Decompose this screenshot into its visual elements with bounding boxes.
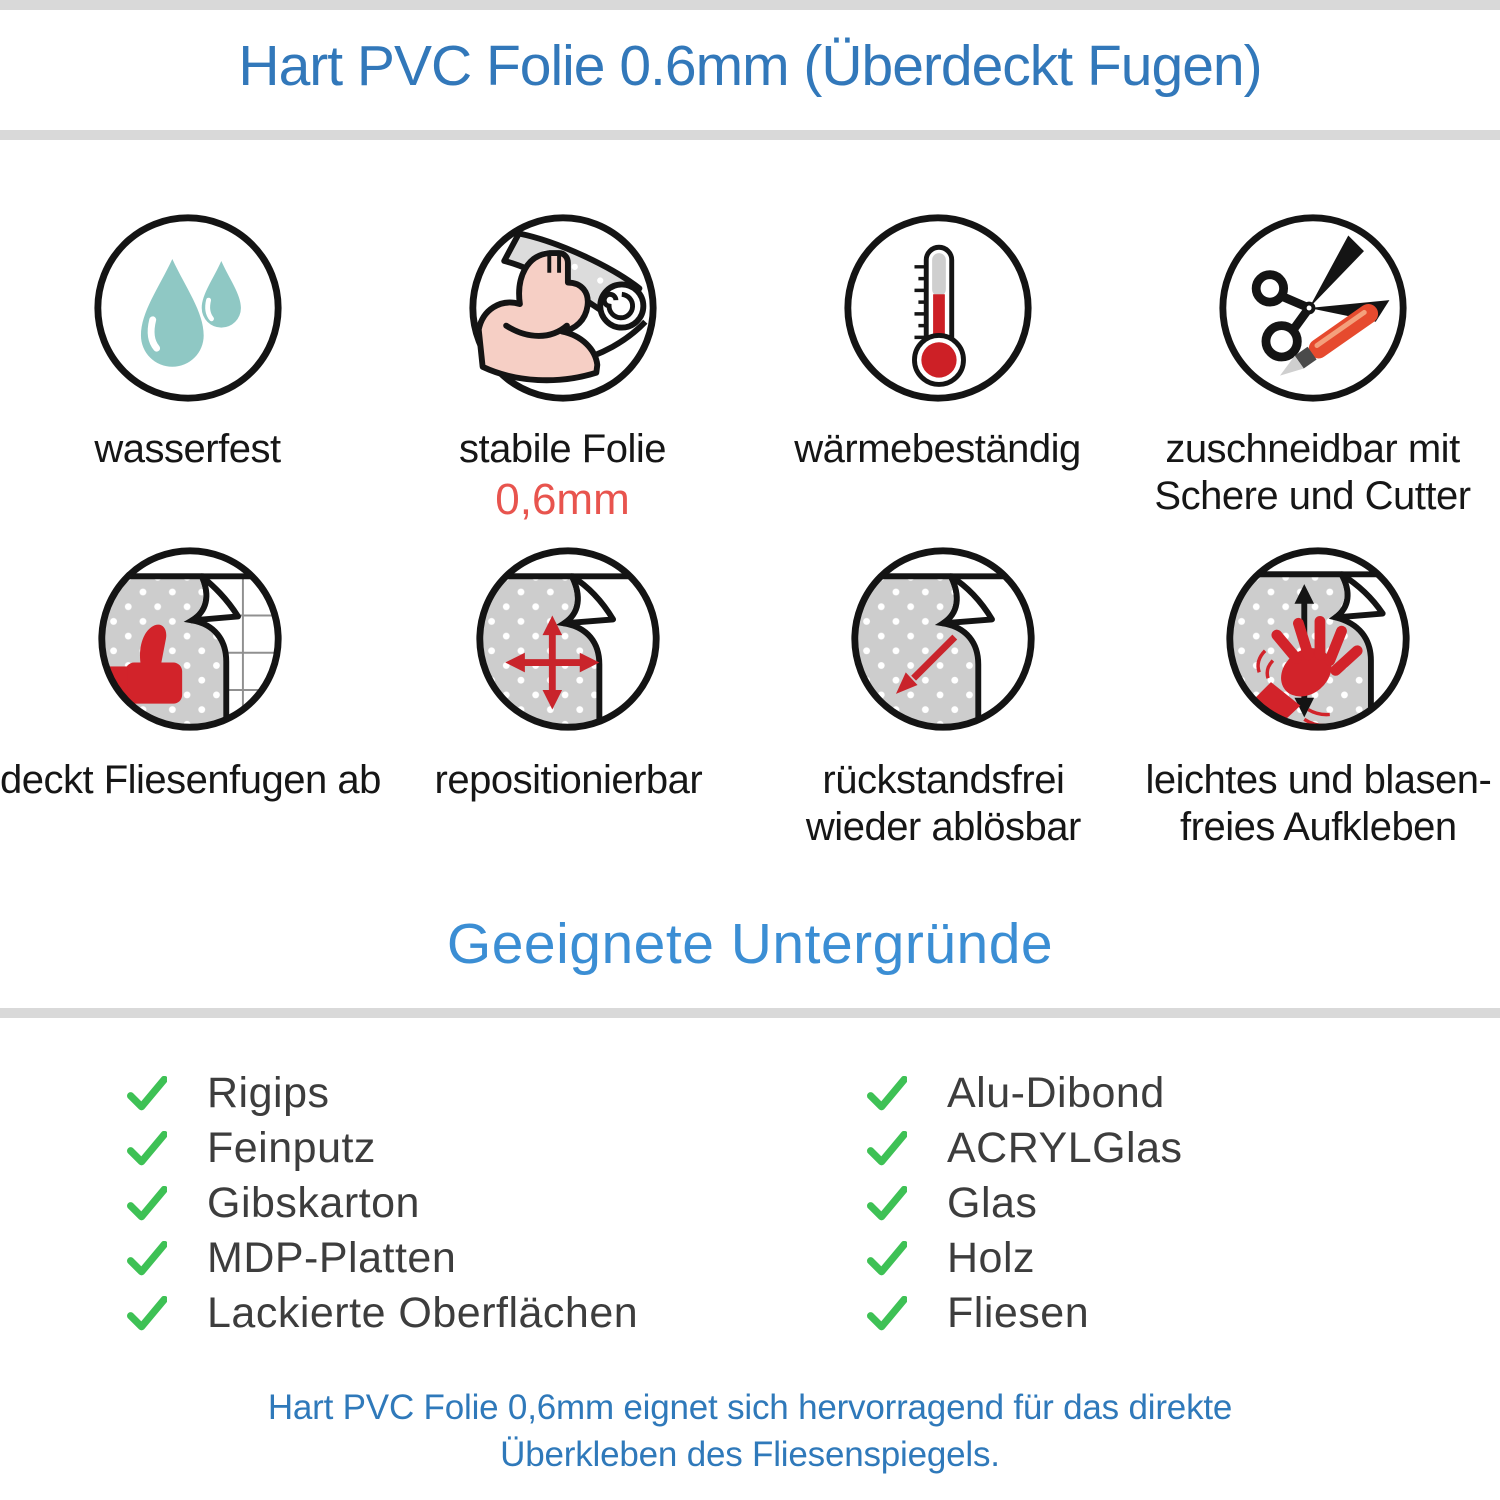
check-icon [867, 1131, 907, 1167]
check-icon [127, 1131, 167, 1167]
feature-deckt-fliesenfugen [0, 541, 381, 851]
feature-leichtes-aufkleben [1131, 541, 1500, 851]
footer-line: Hart PVC Folie 0,6mm eignet sich hervorragend für das direkte [267, 1388, 1233, 1427]
feature-label: wärmebeständig [794, 427, 1081, 471]
substrates-heading: Geeignete Untergründe [446, 912, 1054, 976]
substrate-label: Gibskarton [207, 1179, 420, 1227]
substrate-item [127, 1121, 638, 1176]
substrate-item [867, 1066, 1183, 1121]
check-icon [867, 1296, 907, 1332]
substrate-label: Feinputz [207, 1124, 376, 1172]
substrate-item [127, 1231, 638, 1286]
feature-label: wasserfest [94, 427, 281, 471]
feature-label: rückstandsfrei [822, 758, 1065, 802]
feature-label: repositionierbar [434, 758, 703, 802]
substrate-item [867, 1231, 1183, 1286]
substrate-item [867, 1121, 1183, 1176]
thermometer-icon [840, 210, 1036, 406]
page-title: Hart PVC Folie 0.6mm (Überdeckt Fugen) [238, 34, 1262, 98]
feature-label: Schere und Cutter [1154, 474, 1471, 518]
substrate-label: Holz [947, 1234, 1036, 1282]
subheading-divider [0, 1008, 1500, 1018]
water-drops-icon [90, 210, 286, 406]
top-divider [0, 0, 1500, 10]
feature-label: deckt Fliesenfugen ab [0, 758, 381, 802]
hand-smoothing-foil-icon [1220, 541, 1416, 737]
substrates-column-left [127, 1066, 638, 1341]
feature-stabile-folie [375, 210, 750, 525]
substrate-item [867, 1176, 1183, 1231]
substrate-item [867, 1286, 1183, 1341]
substrate-label: Glas [947, 1179, 1038, 1227]
check-icon [127, 1076, 167, 1112]
muscle-arm-foil-roll-icon [465, 210, 661, 406]
feature-label: wieder ablösbar [805, 805, 1081, 849]
substrate-item [127, 1066, 638, 1121]
check-icon [127, 1296, 167, 1332]
check-icon [867, 1241, 907, 1277]
substrate-label: Lackierte Oberflächen [207, 1289, 639, 1337]
feature-label: leichtes und blasen- [1145, 758, 1492, 802]
substrate-label: ACRYLGlas [947, 1124, 1183, 1172]
feature-repositionierbar [381, 541, 756, 851]
substrate-item [127, 1176, 638, 1231]
feature-rueckstandsfrei [756, 541, 1131, 851]
check-icon [127, 1241, 167, 1277]
check-icon [127, 1186, 167, 1222]
feature-wasserfest [0, 210, 375, 525]
footer-note [0, 1384, 1500, 1478]
check-icon [867, 1076, 907, 1112]
substrate-item [127, 1286, 638, 1341]
substrate-label: MDP-Platten [207, 1234, 457, 1282]
feature-label: stabile Folie [459, 427, 666, 471]
substrate-label: Rigips [207, 1069, 330, 1117]
peel-arrow-on-foil-icon [845, 541, 1041, 737]
feature-sublabel: 0,6mm [495, 475, 630, 524]
scissors-and-cutter-icon [1215, 210, 1411, 406]
feature-label: freies Aufkleben [1180, 805, 1457, 849]
feature-row-2 [0, 541, 1500, 851]
check-icon [867, 1186, 907, 1222]
feature-label: zuschneidbar mit [1165, 427, 1460, 471]
move-arrows-on-foil-icon [470, 541, 666, 737]
feature-zuschneidbar [1125, 210, 1500, 525]
substrates-column-right [867, 1066, 1183, 1341]
substrate-label: Alu-Dibond [947, 1069, 1165, 1117]
thumbs-up-on-foil-icon [92, 541, 288, 737]
title-divider [0, 130, 1500, 140]
substrate-label: Fliesen [947, 1289, 1090, 1337]
feature-waermebestaendig [750, 210, 1125, 525]
footer-line: Überkleben des Fliesenspiegels. [500, 1435, 1000, 1474]
feature-row-1 [0, 210, 1500, 525]
